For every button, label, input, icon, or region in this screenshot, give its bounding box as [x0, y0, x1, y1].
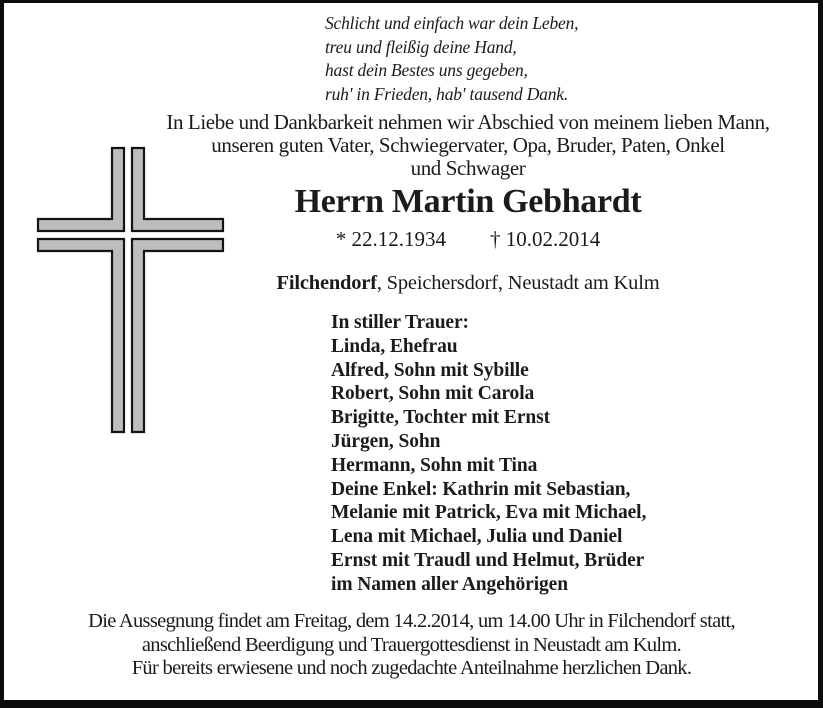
service-info	[0, 610, 823, 681]
mourner-line: Hermann, Sohn mit Tina	[331, 454, 538, 476]
poem-line: ruh' in Frieden, hab' tausend Dank.	[325, 83, 569, 104]
death-date: † 10.02.2014	[490, 227, 601, 251]
poem-line: hast dein Bestes uns gegeben,	[325, 60, 528, 80]
mourners-list	[331, 311, 646, 597]
service-info-line: anschließend Beerdigung und Trauergottesdienst in Neustadt am Kulm.	[141, 633, 682, 656]
mourner-line: Melanie mit Patrick, Eva mit Michael,	[331, 502, 647, 524]
intro-line: und Schwager	[410, 156, 526, 180]
place-secondary: , Speichersdorf, Neustadt am Kulm	[376, 272, 660, 294]
deceased-name: Herrn Martin Gebhardt	[294, 183, 642, 220]
places-line	[112, 271, 823, 295]
mourner-line: Brigitte, Tochter mit Ernst	[331, 407, 550, 429]
poem-line: Schlicht und einfach war dein Leben,	[325, 13, 579, 33]
service-info-line: Die Aussegnung findet am Freitag, dem 14.2.2014, um 14.00 Uhr in Filchendorf statt,	[88, 610, 735, 632]
mourner-line: Ernst mit Traudl und Helmut, Brüder	[331, 549, 645, 571]
mourner-line: Alfred, Sohn mit Sybille	[331, 359, 529, 381]
mourner-line: Robert, Sohn mit Carola	[331, 383, 535, 405]
place-primary: Filchendorf	[276, 272, 377, 294]
epitaph-poem	[325, 12, 578, 106]
mourner-line: Lena mit Michael, Julia und Daniel	[331, 526, 623, 548]
mourner-line: Deine Enkel: Kathrin mit Sebastian,	[331, 478, 631, 500]
service-info-line: Für bereits erwiesene und noch zugedachte Anteilnahme herzlichen Dank.	[131, 657, 692, 679]
intro-line: unseren guten Vater, Schwiegervater, Opa, Bruder, Paten, Onkel	[211, 133, 725, 157]
mourner-line: Linda, Ehefrau	[331, 335, 458, 357]
mourners-heading: In stiller Trauer:	[331, 312, 469, 333]
poem-line: treu und fleißig deine Hand,	[325, 36, 517, 57]
mourner-line: im Namen aller Angehörigen	[331, 573, 568, 595]
mourner-line: Jürgen, Sohn	[331, 430, 441, 452]
farewell-intro	[112, 111, 823, 180]
life-dates	[112, 227, 823, 251]
intro-line: In Liebe und Dankbarkeit nehmen wir Abschied von meinem lieben Mann,	[166, 110, 770, 134]
birth-date: * 22.12.1934	[335, 227, 446, 251]
